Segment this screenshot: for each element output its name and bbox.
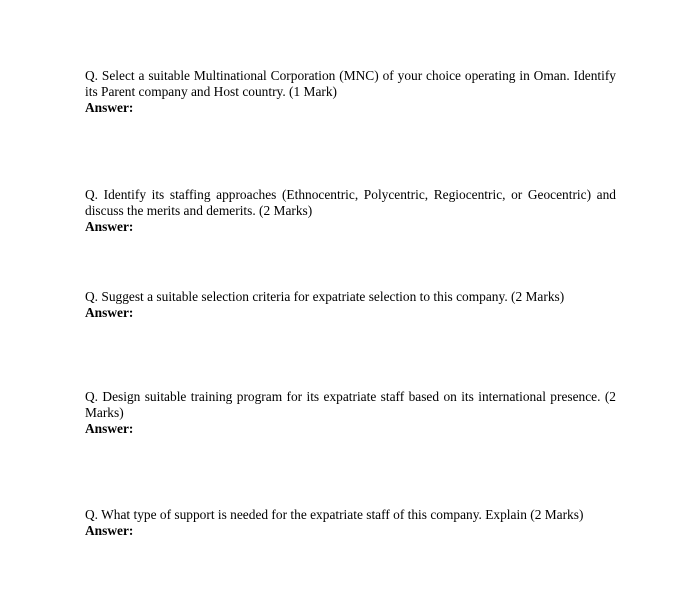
answer-label: Answer:	[85, 523, 134, 538]
question-block-1	[85, 68, 616, 116]
answer-label: Answer:	[85, 219, 134, 234]
answer-label: Answer:	[85, 305, 134, 320]
answer-label: Answer:	[85, 100, 134, 115]
question-text: Q. Identify its staffing approaches (Ethnocentric, Polycentric, Regiocentric, or Geocentric) and discuss the merits and demerits. (2 Marks)	[85, 187, 616, 218]
question-text: Q. Design suitable training program for its expatriate staff based on its international presence. (2 Marks)	[85, 389, 616, 420]
question-text: Q. What type of support is needed for the expatriate staff of this company. Explain (2 Marks)	[85, 507, 584, 522]
question-text: Q. Suggest a suitable selection criteria for expatriate selection to this company. (2 Marks)	[85, 289, 565, 304]
answer-label: Answer:	[85, 421, 134, 436]
question-block-4	[85, 389, 616, 437]
question-block-3	[85, 289, 616, 321]
question-text: Q. Select a suitable Multinational Corporation (MNC) of your choice operating in Oman. Identify its Parent company and Host country. (1 Mark)	[85, 68, 616, 99]
question-block-2	[85, 187, 616, 235]
question-block-5	[85, 507, 616, 539]
